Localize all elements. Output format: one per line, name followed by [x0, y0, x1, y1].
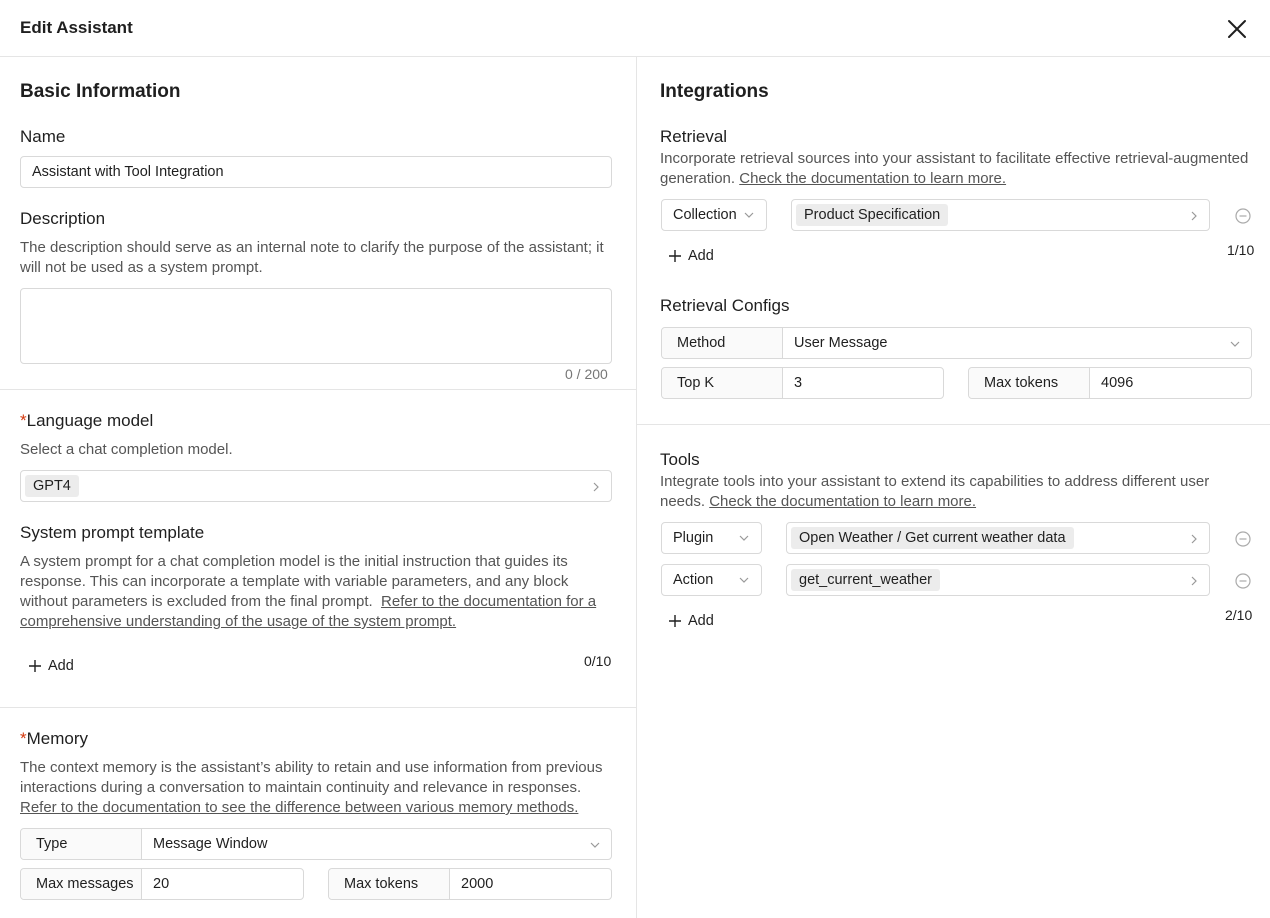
tool-value-tag: get_current_weather	[791, 569, 940, 591]
chevron-down-icon	[1230, 339, 1240, 349]
tools-add-button[interactable]	[669, 613, 714, 629]
memory-max-tokens-value[interactable]: 2000	[461, 876, 494, 892]
retrieval-method-key: Method	[662, 328, 783, 358]
tool-value-tag: Open Weather / Get current weather data	[791, 527, 1074, 549]
memory-type-select[interactable]	[20, 828, 612, 860]
section-divider	[0, 389, 636, 390]
tools-count: 2/10	[1225, 607, 1253, 623]
integrations-title: Integrations	[660, 81, 769, 102]
remove-circle-icon[interactable]	[1235, 573, 1251, 589]
retrieval-method-value-text: User Message	[794, 335, 888, 351]
system-prompt-count: 0/10	[584, 653, 612, 669]
tool-type-value: Action	[673, 572, 714, 588]
retrieval-label: Retrieval	[660, 127, 728, 146]
language-model-label	[20, 411, 153, 431]
tools-doc-link[interactable]: Check the documentation to learn more.	[709, 493, 977, 510]
memory-help-text: The context memory is the assistant’s ability to retain and use information from previous interactions during a conversation to maintain continuity and relevance in responses.	[20, 759, 603, 796]
retrieval-max-tokens-key: Max tokens	[969, 368, 1090, 398]
tools-label: Tools	[660, 450, 700, 469]
chevron-down-icon	[739, 575, 749, 585]
description-label: Description	[20, 209, 106, 228]
tool-value-select[interactable]	[786, 522, 1210, 554]
tool-value-select[interactable]	[786, 564, 1210, 596]
chevron-right-icon	[1189, 211, 1199, 221]
chevron-down-icon	[590, 840, 600, 850]
remove-circle-icon[interactable]	[1235, 531, 1251, 547]
memory-help	[20, 758, 620, 818]
system-prompt-help-text: A system prompt for a chat completion model is the initial instruction that guides its response. This can incorporate a template with variable parameters, and any block without parameters is excluded from the final prompt.	[20, 553, 569, 610]
max-messages-field[interactable]	[20, 868, 304, 900]
tool-type-select[interactable]	[661, 522, 762, 554]
plus-icon	[29, 660, 41, 672]
required-mark: *	[20, 729, 27, 748]
language-model-select[interactable]	[20, 470, 612, 502]
chevron-down-icon	[744, 210, 754, 220]
retrieval-max-tokens-field[interactable]	[968, 367, 1252, 399]
required-mark: *	[20, 411, 27, 430]
retrieval-count: 1/10	[1227, 242, 1255, 258]
dialog-title: Edit Assistant	[20, 18, 133, 37]
tool-type-select[interactable]	[661, 564, 762, 596]
basic-information-title: Basic Information	[20, 81, 181, 102]
language-model-help: Select a chat completion model.	[20, 441, 233, 458]
retrieval-doc-link[interactable]: Check the documentation to learn more.	[739, 170, 1007, 187]
retrieval-source-type-select[interactable]	[661, 199, 767, 231]
top-k-field[interactable]	[661, 367, 944, 399]
retrieval-configs-label: Retrieval Configs	[660, 296, 790, 315]
section-divider	[637, 424, 1270, 425]
plus-icon	[669, 615, 681, 627]
system-prompt-doc-link[interactable]: Refer to the documentation for a comprehensive understanding of the usage of the system prompt.	[20, 593, 597, 630]
retrieval-max-tokens-value[interactable]: 4096	[1101, 375, 1134, 391]
memory-type-value	[142, 829, 611, 859]
language-model-label-text: Language model	[26, 411, 154, 430]
max-messages-key: Max messages	[21, 869, 142, 899]
memory-type-value-text: Message Window	[153, 836, 268, 852]
retrieval-source-type-value: Collection	[673, 207, 737, 223]
memory-max-tokens-field[interactable]	[328, 868, 612, 900]
dialog-header	[0, 0, 1270, 57]
add-label: Add	[688, 248, 714, 264]
retrieval-method-value	[783, 328, 1251, 358]
retrieval-source-tag: Product Specification	[796, 204, 948, 226]
remove-circle-icon[interactable]	[1235, 208, 1251, 224]
retrieval-source-select[interactable]	[791, 199, 1210, 231]
tool-type-value: Plugin	[673, 530, 714, 546]
column-divider	[636, 57, 637, 918]
description-char-count: 0 / 200	[565, 366, 608, 382]
description-help: The description should serve as an internal note to clarify the purpose of the assistant; it will not be used as a system prompt.	[20, 239, 604, 276]
memory-doc-link[interactable]: Refer to the documentation to see the difference between various memory methods.	[20, 799, 579, 816]
chevron-right-icon	[591, 482, 601, 492]
top-k-value[interactable]: 3	[794, 375, 803, 391]
memory-max-tokens-key: Max tokens	[329, 869, 450, 899]
tools-help	[660, 472, 1250, 512]
chevron-right-icon	[1189, 576, 1199, 586]
system-prompt-add-button[interactable]	[29, 658, 74, 674]
retrieval-help	[660, 149, 1250, 189]
retrieval-add-button[interactable]	[669, 248, 714, 264]
chevron-down-icon	[739, 533, 749, 543]
memory-label-text: Memory	[26, 729, 89, 748]
tools-help-text: Integrate tools into your assistant to extend its capabilities to address different user needs.	[660, 473, 1210, 510]
top-k-key: Top K	[662, 368, 783, 398]
close-icon	[1224, 16, 1250, 42]
memory-label	[20, 729, 88, 749]
name-input[interactable]	[20, 156, 612, 188]
name-input-value: Assistant with Tool Integration	[32, 164, 224, 180]
plus-icon	[669, 250, 681, 262]
system-prompt-label: System prompt template	[20, 523, 205, 542]
add-label: Add	[688, 613, 714, 629]
close-button[interactable]	[1224, 16, 1250, 42]
description-textarea[interactable]	[20, 288, 612, 364]
chevron-right-icon	[1189, 534, 1199, 544]
retrieval-help-text: Incorporate retrieval sources into your assistant to facilitate effective retrieval-augmented generation.	[660, 150, 1249, 187]
add-label: Add	[48, 658, 74, 674]
system-prompt-help	[20, 552, 620, 632]
name-label: Name	[20, 127, 66, 146]
section-divider	[0, 707, 636, 708]
retrieval-method-select[interactable]	[661, 327, 1252, 359]
language-model-tag: GPT4	[25, 475, 79, 497]
max-messages-value[interactable]: 20	[153, 876, 170, 892]
memory-type-key: Type	[21, 829, 142, 859]
